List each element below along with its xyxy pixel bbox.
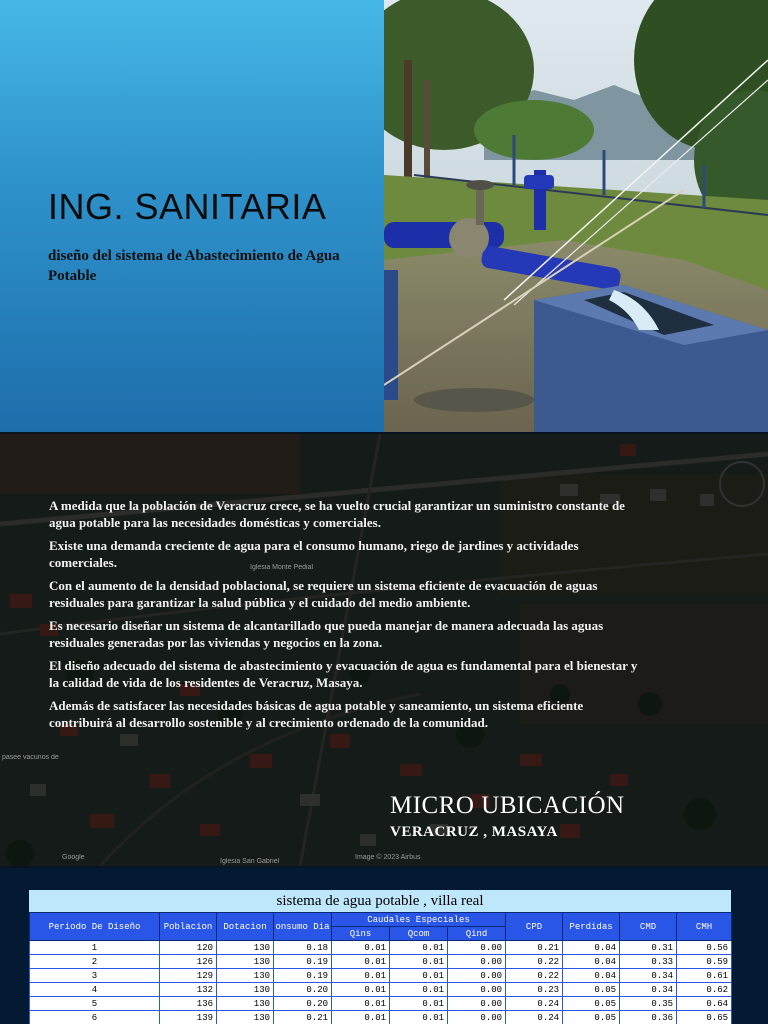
- col-header-qins: Qins: [332, 927, 390, 941]
- cell: 0.01: [332, 983, 390, 997]
- cell: 0.35: [620, 997, 677, 1011]
- cell: 130: [217, 997, 274, 1011]
- col-header-qcom: Qcom: [390, 927, 448, 941]
- paragraph: Es necesario diseñar un sistema de alcantarillado que pueda manejar de manera adecuada las aguas residuales generadas por las viviendas y negocios en la zona.: [49, 618, 604, 650]
- cell: 129: [160, 969, 217, 983]
- table-title: sistema de agua potable , villa real: [29, 890, 731, 912]
- cell: 2: [30, 955, 160, 969]
- cell: 0.00: [448, 969, 506, 983]
- cell: 0.34: [620, 969, 677, 983]
- cell: 0.21: [506, 941, 563, 955]
- table-row: [30, 1011, 732, 1024]
- cell: 0.05: [563, 997, 620, 1011]
- table-row: [30, 983, 732, 997]
- cell: 0.20: [274, 983, 332, 997]
- water-pump-photo: [384, 0, 768, 432]
- cell: 0.00: [448, 1011, 506, 1024]
- cell: 0.24: [506, 1011, 563, 1024]
- cell: 0.01: [390, 955, 448, 969]
- cell: 130: [217, 955, 274, 969]
- cell: 0.18: [274, 941, 332, 955]
- cell: 0.22: [506, 955, 563, 969]
- cell: 0.23: [506, 983, 563, 997]
- map-label-credit: Image © 2023 Airbus: [355, 854, 421, 861]
- cell: 0.01: [390, 997, 448, 1011]
- col-header-periodo: Periodo De Diseño: [30, 913, 160, 941]
- paragraph: A medida que la población de Veracruz crece, se ha vuelto crucial garantizar un suministro constante de agua potable para las necesidades domésticas y comerciales.: [49, 498, 625, 530]
- title-panel: [0, 0, 384, 432]
- cell: 0.01: [332, 969, 390, 983]
- cell: 136: [160, 997, 217, 1011]
- cell: 0.00: [448, 997, 506, 1011]
- cell: 0.21: [274, 1011, 332, 1024]
- cell: 0.01: [332, 1011, 390, 1024]
- cell: 0.36: [620, 1011, 677, 1024]
- map-label-google: Google: [62, 854, 85, 861]
- cell: 0.01: [390, 969, 448, 983]
- cell: 0.33: [620, 955, 677, 969]
- cell: 130: [217, 941, 274, 955]
- cell: 6: [30, 1011, 160, 1024]
- cell: 0.64: [677, 997, 732, 1011]
- cell: 0.20: [274, 997, 332, 1011]
- cell: 0.05: [563, 983, 620, 997]
- cell: 0.04: [563, 969, 620, 983]
- data-table: [29, 912, 732, 1024]
- col-header-perdidas: Perdidas: [563, 913, 620, 941]
- slide-title: ING. SANITARIA: [48, 186, 327, 227]
- cell: 0.24: [506, 997, 563, 1011]
- micro-location-heading: MICRO UBICACIÓN: [390, 792, 625, 819]
- col-header-dotacion: Dotacion: [217, 913, 274, 941]
- cell: 0.04: [563, 955, 620, 969]
- cell: 130: [217, 969, 274, 983]
- design-table: [29, 890, 731, 1024]
- cell: 3: [30, 969, 160, 983]
- cell: 0.01: [332, 997, 390, 1011]
- col-header-qind: Qind: [448, 927, 506, 941]
- title-slide: [0, 0, 768, 432]
- table-row: [30, 955, 732, 969]
- cell: 0.61: [677, 969, 732, 983]
- col-header-cpd: CPD: [506, 913, 563, 941]
- table-row: [30, 997, 732, 1011]
- cell: 0.62: [677, 983, 732, 997]
- col-header-consumo: onsumo Dia: [274, 913, 332, 941]
- cell: 0.00: [448, 983, 506, 997]
- cell: 0.01: [332, 941, 390, 955]
- cell: 0.05: [563, 1011, 620, 1024]
- cell: 132: [160, 983, 217, 997]
- cell: 0.31: [620, 941, 677, 955]
- header-row: [30, 913, 732, 927]
- cell: 0.01: [390, 983, 448, 997]
- cell: 0.01: [332, 955, 390, 969]
- paragraph: Además de satisfacer las necesidades básicas de agua potable y saneamiento, un sistema eficiente contribuirá al desarrollo sostenible y al crecimiento ordenado de la comunidad.: [49, 698, 584, 730]
- cell: 130: [217, 1011, 274, 1024]
- cell: 0.19: [274, 955, 332, 969]
- context-slide: [0, 434, 768, 866]
- cell: 1: [30, 941, 160, 955]
- cell: 120: [160, 941, 217, 955]
- pump-station-illustration: [384, 0, 768, 432]
- cell: 0.56: [677, 941, 732, 955]
- cell: 5: [30, 997, 160, 1011]
- paragraph: Con el aumento de la densidad poblacional, se requiere un sistema eficiente de evacuación de aguas residuales para garantizar la salud pública y el cuidado del medio ambiente.: [49, 578, 598, 610]
- cell: 0.65: [677, 1011, 732, 1024]
- col-header-poblacion: Poblacion: [160, 913, 217, 941]
- paragraph: Existe una demanda creciente de agua para el consumo humano, riego de jardines y actividades comerciales.: [49, 538, 579, 570]
- cell: 0.22: [506, 969, 563, 983]
- cell: 0.00: [448, 955, 506, 969]
- cell: 0.01: [390, 1011, 448, 1024]
- cell: 0.59: [677, 955, 732, 969]
- map-label-church: Iglesia Monte Pedial: [250, 564, 314, 571]
- col-header-cmh: CMH: [677, 913, 732, 941]
- map-label-left: pasee vacunos de: [2, 754, 59, 761]
- table-row: [30, 941, 732, 955]
- cell: 0.19: [274, 969, 332, 983]
- cell: 0.34: [620, 983, 677, 997]
- map-label-bottom-center: Iglesia San Gabriel: [220, 858, 280, 865]
- cell: 126: [160, 955, 217, 969]
- table-row: [30, 969, 732, 983]
- cell: 0.04: [563, 941, 620, 955]
- cell: 130: [217, 983, 274, 997]
- cell: 4: [30, 983, 160, 997]
- cell: 0.01: [390, 941, 448, 955]
- col-header-cmd: CMD: [620, 913, 677, 941]
- cell: 0.00: [448, 941, 506, 955]
- cell: 139: [160, 1011, 217, 1024]
- justification-text: [49, 497, 649, 737]
- paragraph: El diseño adecuado del sistema de abastecimiento y evacuación de agua es fundamental para el bienestar y la calidad de vida de los residentes de Veracruz, Masaya.: [49, 658, 638, 690]
- col-header-caudales: Caudales Especiales: [332, 913, 506, 927]
- slide-subtitle: diseño del sistema de Abastecimiento de Agua Potable: [48, 248, 340, 284]
- micro-location-subheading: VERACRUZ , MASAYA: [390, 824, 558, 840]
- table-slide: [0, 868, 768, 1024]
